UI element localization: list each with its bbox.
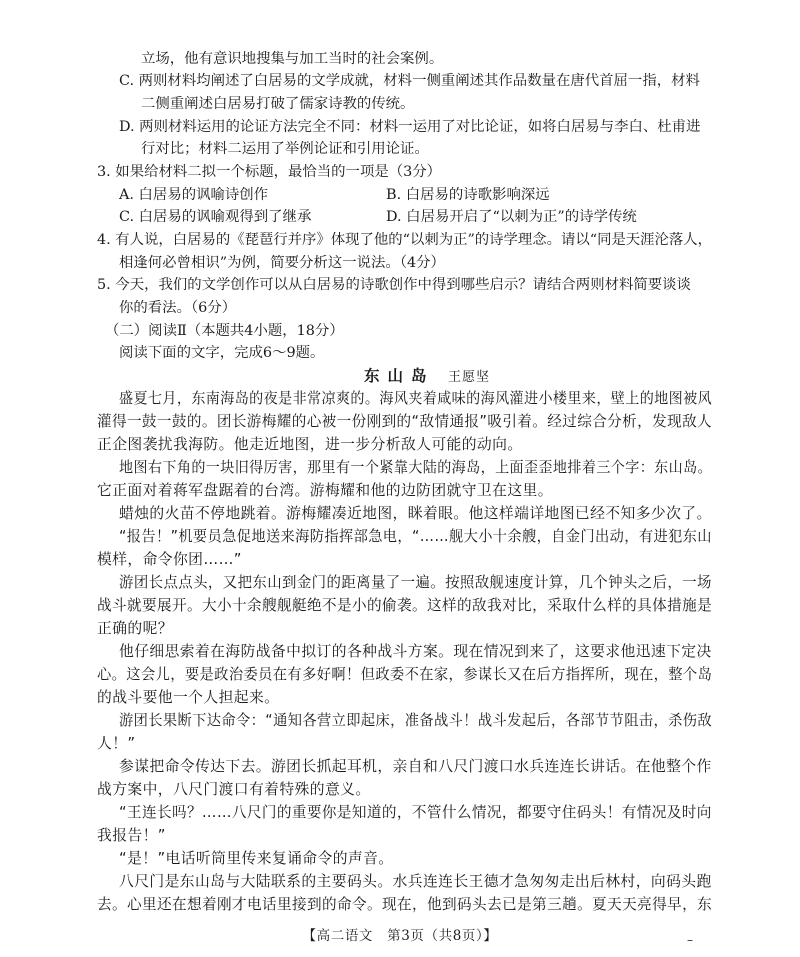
article-line: 灌得一鼓一鼓的。团长游梅耀的心被一份刚到的“敌情通报”吸引着。经过综合分析，发现敌人: [97, 413, 713, 430]
q2-option-c-line2: 二侧重阐述白居易打破了儒家诗教的传统。: [141, 96, 415, 112]
article-line: 心。这会儿，要是政治委员在有多好啊！但政委不在家，参谋长又在后方指挥所，现在，整个岛: [97, 666, 713, 683]
q5-line1: 5. 今天，我们的文学创作可以从白居易的诗歌创作中得到哪些启示？请结合两则材料简要谈谈: [97, 277, 691, 293]
q2-option-d-line1: D. 两则材料运用的论证方法完全不同：材料一运用了对比论证，如将白居易与李白、杜甫进: [119, 119, 701, 135]
article-title: 东山岛: [364, 366, 435, 385]
article-line: 参谋把命令传达下去。游团长抓起耳机，亲自和八尺门渡口水兵连连长讲话。在他整个作: [119, 758, 712, 775]
article-line: “王连长吗？……八尺门的重要你是知道的，不管什么情况，都要守住码头！有情况及时向: [119, 804, 712, 821]
article-line: 人！”: [97, 735, 136, 752]
article-line: 八尺门是东山岛与大陆联系的主要码头。水兵连连长王德才急匆匆走出后林村，向码头跑: [119, 873, 712, 890]
article-line: 它正面对着蒋军盘踞着的台湾。游梅耀和他的边防团就守卫在这里。: [97, 482, 553, 499]
q4-line2: 相逢何必曾相识”为例，简要分析这一说法。（4分）: [119, 255, 445, 271]
q3-option-c: C. 白居易的讽喻观得到了继承: [119, 209, 312, 225]
q3-stem: 3. 如果给材料二拟一个标题，最恰当的一项是（3分）: [97, 164, 442, 180]
q2-option-d-line2: 行对比；材料二运用了举例论证和引用论证。: [141, 141, 429, 157]
q4-line1: 4. 有人说，白居易的《琵琶行并序》体现了他的“以刺为正”的诗学理念。请以“同是天涯沦落人，: [97, 232, 713, 248]
article-line: 的战斗要他一个人担起来。: [97, 689, 280, 706]
article-line: 战斗就要展开。大小十余艘舰艇绝不是小的偷袭。这样的敌我对比，采取什么样的具体措施是: [97, 597, 713, 614]
q2-option-c-line1: C. 两则材料均阐述了白居易的文学成就，材料一侧重阐述其作品数量在唐代首屈一指，材料: [119, 73, 700, 89]
article-line: 蜡烛的火苗不停地跳着。游梅耀凑近地图，眯着眼。他这样端详地图已经不知多少次了。: [119, 505, 712, 522]
corner-mark: –: [687, 933, 693, 947]
article-line: 战方案中，八尺门渡口有着特殊的意义。: [97, 781, 371, 798]
article-line: 游团长点点头，又把东山到金门的距离量了一遍。按照敌舰速度计算，几个钟头之后，一场: [119, 574, 712, 591]
q3-option-d: D. 白居易开启了“以刺为正”的诗学传统: [386, 209, 637, 225]
article-line: 我报告！”: [97, 827, 166, 844]
article-line: 地图右下角的一块旧得厉害，那里有一个紧靠大陆的海岛，上面歪歪地排着三个字：东山岛。: [119, 459, 713, 476]
q5-line2: 你的看法。（6分）: [119, 300, 237, 316]
article-line: “报告！”机要员急促地送来海防指挥部急电，“……舰大小十余艘，自金门出动，有进犯东山: [119, 528, 712, 545]
article-line: “是！”电话听筒里传来复诵命令的声音。: [119, 850, 394, 867]
article-line: 正确的呢？: [97, 620, 173, 637]
section2-instruction: 阅读下面的文字，完成6～9题。: [119, 345, 325, 361]
article-line: 模样，命令你团……”: [97, 551, 242, 568]
section2-heading: （二）阅读Ⅱ（本题共4小题，18分）: [105, 323, 344, 339]
q3-option-b: B. 白居易的诗歌影响深远: [386, 187, 550, 203]
article-line: 他仔细思索着在海防战备中拟订的各种战斗方案。现在情况到来了，这要求他迅速下定决: [119, 643, 712, 660]
article-line: 游团长果断下达命令：“通知各营立即起床，准备战斗！战斗发起后，各部节节阻击，杀伤敌: [119, 712, 712, 729]
article-line: 盛夏七月，东南海岛的夜是非常凉爽的。海风夹着咸味的海风灌进小楼里来，壁上的地图被风: [119, 390, 713, 407]
q3-option-a: A. 白居易的讽喻诗创作: [119, 187, 269, 203]
page-footer: 【高二语文 第3页（共8页）】: [302, 928, 498, 944]
article-author: 王愿坚: [448, 370, 491, 385]
q2-option-b-tail: 立场，他有意识地搜集与加工当时的社会案例。: [141, 51, 444, 67]
article-line: 正企图袭扰我海防。他走近地图，进一步分析敌人可能的动向。: [97, 436, 523, 453]
article-line: 去。心里还在想着刚才电话里接到的命令。现在，他到码头去已是第三趟。夏天天亮得早，东: [97, 896, 713, 913]
